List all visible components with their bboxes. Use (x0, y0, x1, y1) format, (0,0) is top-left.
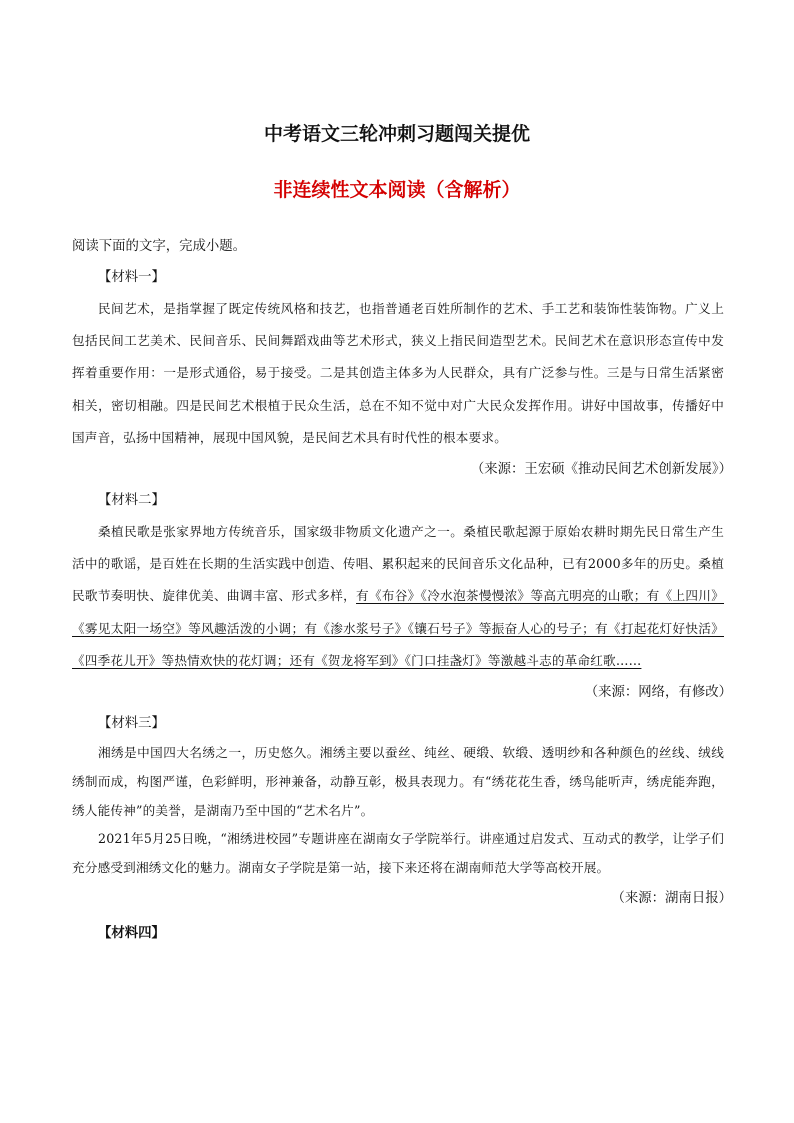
material-four (72, 919, 724, 949)
material-two-paragraph (72, 516, 724, 677)
material-three-paragraph-two: 2021年5月25日晚，“湘绣进校园”专题讲座在湖南女子学院举行。讲座通过启发式、互动式的教学，让学子们充分感受到湘绣文化的魅力。湖南女子学院是第一站，接下来还将在湖南师范大学等高校开展。 (72, 831, 724, 876)
document-body (72, 231, 732, 949)
material-two (72, 486, 732, 709)
material-three-paragraph-one: 湘绣是中国四大名绣之一，历史悠久。湘绣主要以蚕丝、纯丝、硬缎、软缎、透明纱和各种颜色的丝线、绒线绣制而成，构图严谨，色彩鲜明，形神兼备，动静互彰，极具表现力。有“绣花花生香，绣鸟能听声，绣虎能奔跑，绣人能传神”的美誉，是湖南乃至中国的“艺术名片”。 (72, 745, 724, 818)
material-three-source: （来源：湖南日报） (611, 891, 732, 907)
material-four-heading: 【材料四】 (98, 926, 165, 942)
page-subtitle: 非连续性文本阅读（含解析） (273, 179, 521, 201)
material-two-underlined-text: 有《布谷》《冷水泡茶慢慢浓》等高亢明亮的山歌；有《上四川》《雾见太阳一场空》等风趣活泼的小调；有《渗水浆号子》《镶石号子》等振奋人心的号子；有《打起花灯好快活》《四季花儿开》等热情欢快的花灯调；还有《贺龙将军到》《门口挂盏灯》等激越斗志的革命红歌…… (72, 588, 725, 668)
instruction-text: 阅读下面的文字，完成小题。 (72, 239, 247, 254)
material-two-plain-text: 桑植民歌是张家界地方传统音乐，国家级非物质文化遗产之一。桑植民歌起源于原始农耕时期先民日常生产生活中的歌谣，是百姓在长期的生活实践中创造、传唱、累积起来的民间音乐文化品种，已有2000多年的历史。桑植民歌节奏明快、旋律优美、曲调丰富、形式多样， (72, 524, 724, 604)
material-three-heading: 【材料三】 (98, 716, 165, 732)
material-one-source: （来源：王宏硕《推动民间艺术创新发展》） (470, 462, 732, 478)
material-two-heading: 【材料二】 (98, 493, 165, 509)
material-one (72, 263, 732, 486)
material-one-paragraph: 民间艺术，是指掌握了既定传统风格和技艺，也指普通老百姓所制作的艺术、手工艺和装饰性装饰物。广义上包括民间工艺美术、民间音乐、民间舞蹈戏曲等艺术形式，狭义上指民间造型艺术。民间艺术在意识形态宣传中发挥着重要作用：一是形式通俗，易于接受。二是其创造主体多为人民群众，具有广泛参与性。三是与日常生活紧密相关，密切相融。四是民间艺术根植于民众生活，总在不知不觉中对广大民众发挥作用。讲好中国故事，传播好中国声音，弘扬中国精神，展现中国风貌，是民间艺术具有时代性的根本要求。 (72, 301, 724, 445)
material-three (72, 709, 732, 915)
material-two-source: （来源：网络，有修改） (584, 685, 732, 701)
page-title: 中考语文三轮冲刺习题闯关提优 (263, 123, 530, 145)
material-one-heading: 【材料一】 (98, 270, 165, 285)
